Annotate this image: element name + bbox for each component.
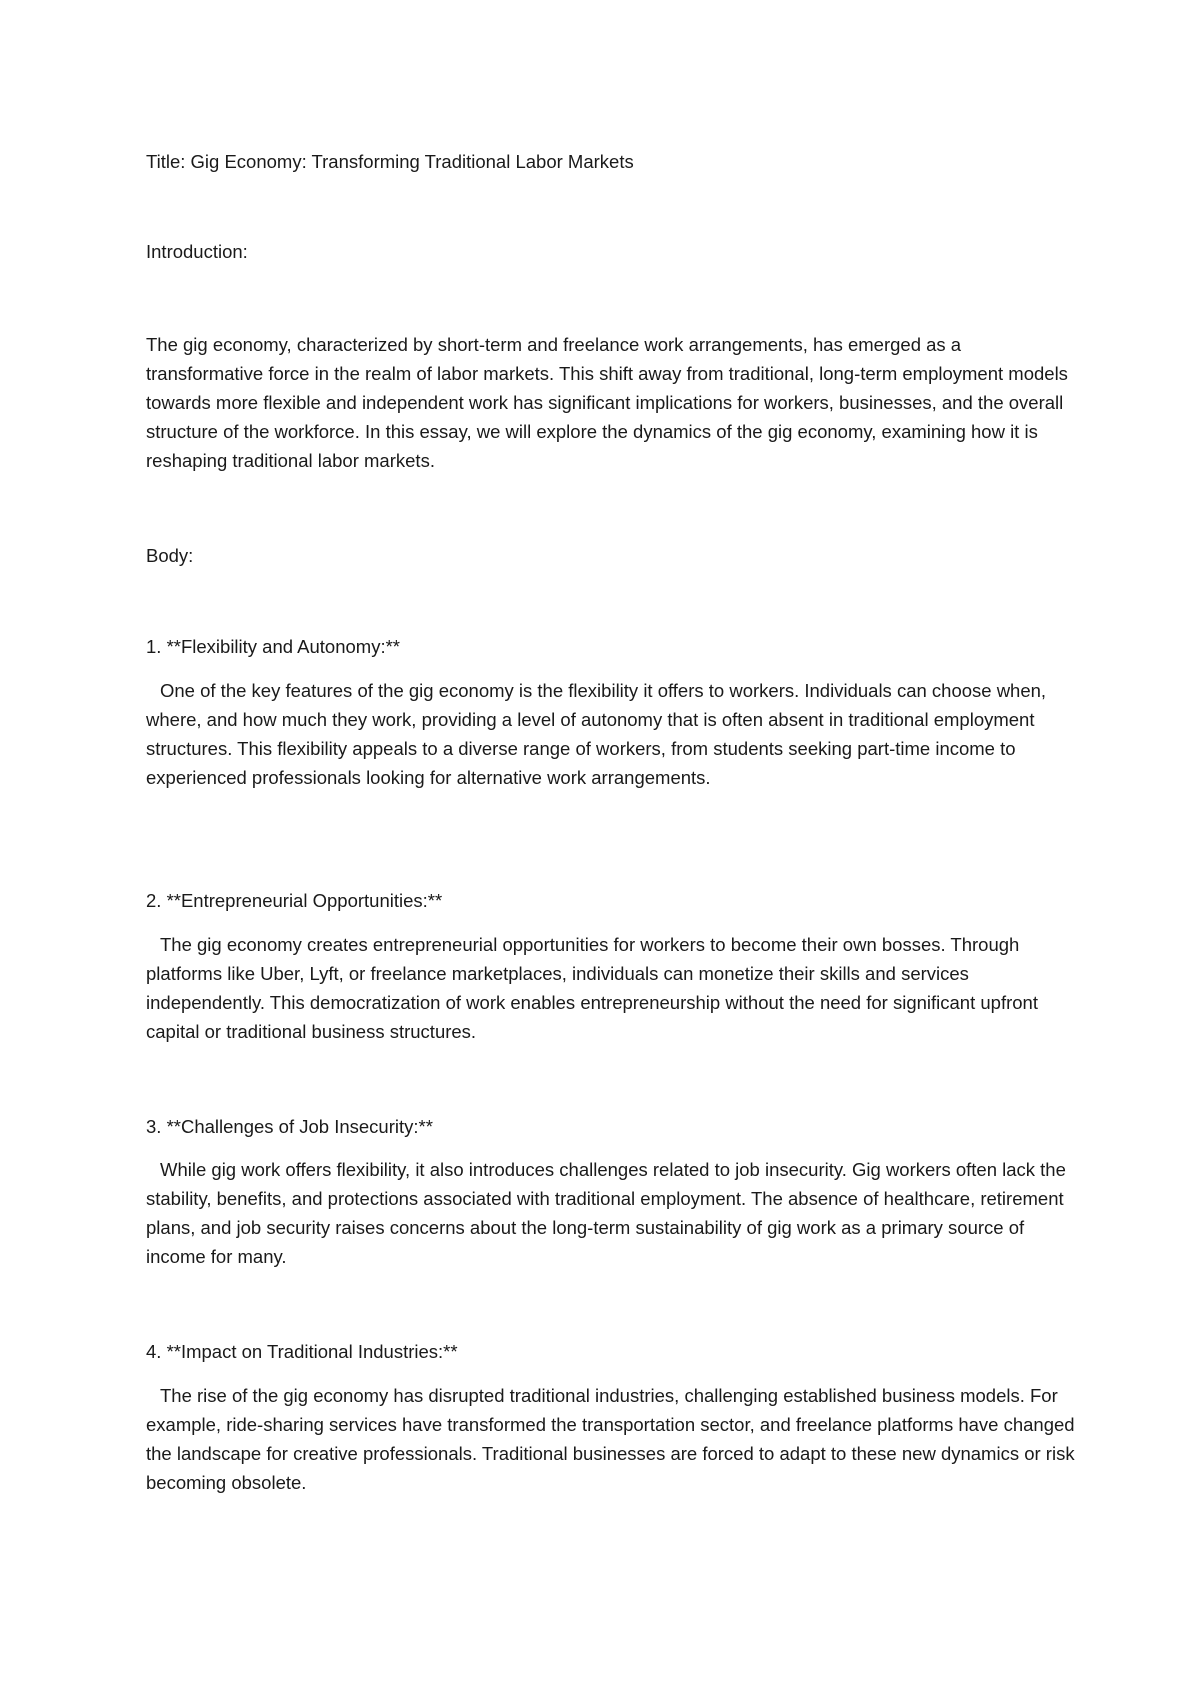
document-page	[146, 0, 1076, 1696]
section-heading: 1. **Flexibility and Autonomy:**	[146, 636, 400, 657]
section-heading: 3. **Challenges of Job Insecurity:**	[146, 1116, 433, 1137]
body-heading: Body:	[146, 545, 194, 566]
intro-heading: Introduction:	[146, 241, 248, 262]
section-heading: 4. **Impact on Traditional Industries:**	[146, 1341, 458, 1362]
section-paragraph: The rise of the gig economy has disrupted traditional industries, challenging established business models. For example, ride-sharing services have transformed the transportation sector, and freelance platforms have changed the landscape for creative professionals. Traditional businesses are forced to adapt to these new dynamics or risk becoming obsolete.	[146, 1385, 1075, 1493]
intro-paragraph: The gig economy, characterized by short-term and freelance work arrangements, has emerged as a transformative force in the realm of labor markets. This shift away from traditional, long-term employment models towards more flexible and independent work has significant implications for workers, businesses, and the overall structure of the workforce. In this essay, we will explore the dynamics of the gig economy, examining how it is reshaping traditional labor markets.	[146, 334, 1068, 471]
section-heading: 2. **Entrepreneurial Opportunities:**	[146, 890, 443, 911]
section-paragraph: While gig work offers flexibility, it also introduces challenges related to job insecurity. Gig workers often lack the stability, benefits, and protections associated with traditional employment. The absence of healthcare, retirement plans, and job security raises concerns about the long-term sustainability of gig work as a primary source of income for many.	[146, 1159, 1066, 1267]
document-title: Title: Gig Economy: Transforming Traditional Labor Markets	[146, 151, 634, 172]
section-paragraph: The gig economy creates entrepreneurial opportunities for workers to become their own bosses. Through platforms like Uber, Lyft, or freelance marketplaces, individuals can monetize their skills and services independently. This democratization of work enables entrepreneurship without the need for significant upfront capital or traditional business structures.	[146, 934, 1038, 1042]
section-paragraph: One of the key features of the gig economy is the flexibility it offers to workers. Individuals can choose when, where, and how much they work, providing a level of autonomy that is often absent in traditional employment structures. This flexibility appeals to a diverse range of workers, from students seeking part-time income to experienced professionals looking for alternative work arrangements.	[146, 680, 1047, 788]
